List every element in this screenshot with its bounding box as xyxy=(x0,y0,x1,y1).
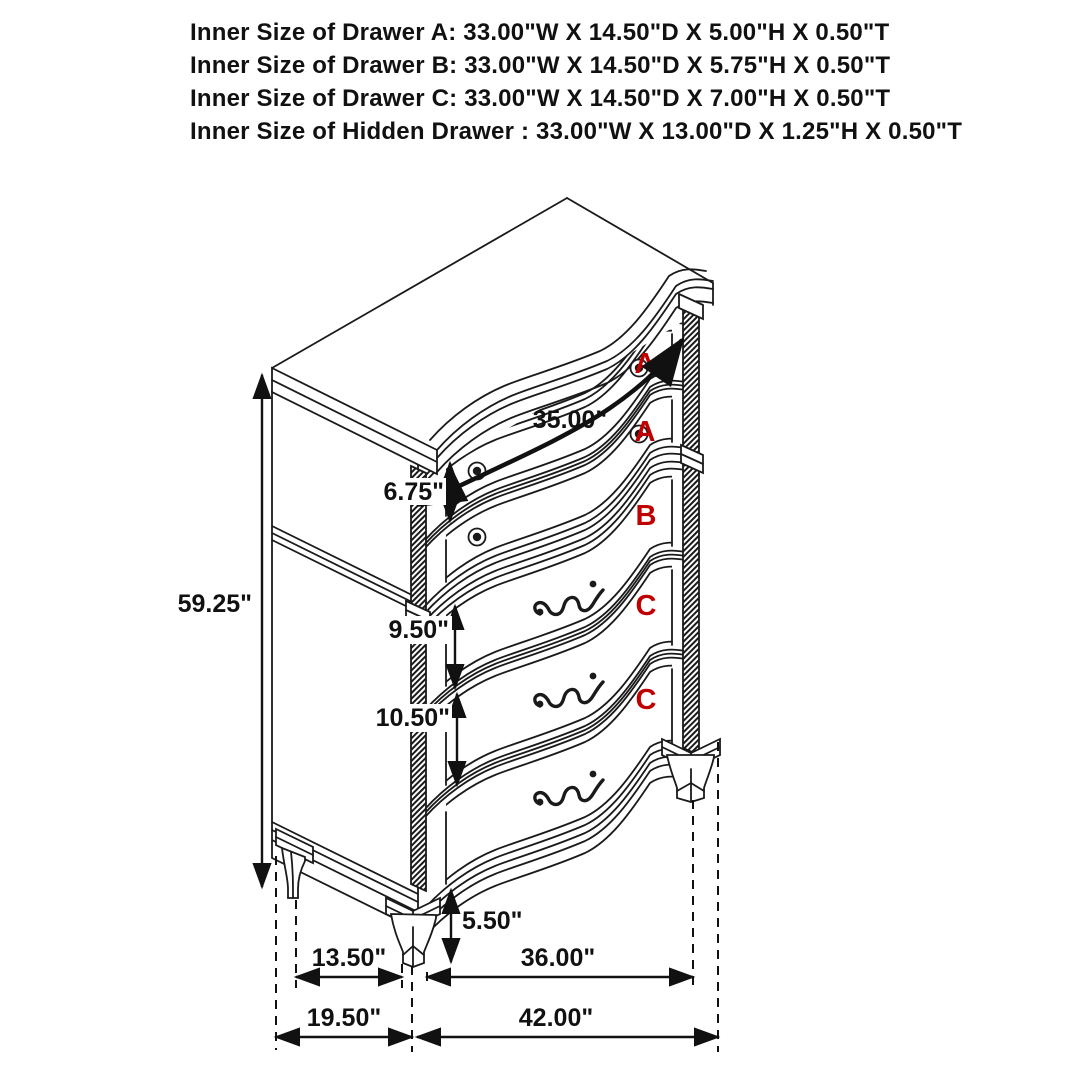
dim-overall-depth-label: 19.50" xyxy=(306,1004,382,1032)
dim-drawer-b-label: 9.50" xyxy=(388,616,449,644)
spec-line-hidden-drawer: Inner Size of Hidden Drawer : 33.00"W X 13.00"D X 1.25"H X 0.50"T xyxy=(190,118,963,145)
dim-width-legs-label: 36.00" xyxy=(520,944,596,972)
knob xyxy=(469,529,486,546)
dim-depth-legs-label: 13.50" xyxy=(311,944,387,972)
dim-drawer-c-label: 10.50" xyxy=(375,704,450,732)
drawer-letter-b: B xyxy=(635,500,657,532)
spec-line-drawer-a: Inner Size of Drawer A: 33.00"W X 14.50"D X 5.00"H X 0.50"T xyxy=(190,19,890,46)
dim-top-width-label: 35.00" xyxy=(532,406,608,434)
spec-line-drawer-c: Inner Size of Drawer C: 33.00"W X 14.50"D X 7.00"H X 0.50"T xyxy=(190,85,891,112)
dim-overall-width-label: 42.00" xyxy=(518,1004,594,1032)
dim-overall-height-label: 59.25" xyxy=(177,590,252,618)
right-stile xyxy=(683,302,699,755)
spec-line-drawer-b: Inner Size of Drawer B: 33.00"W X 14.50"D X 5.75"H X 0.50"T xyxy=(190,52,891,79)
drawer-letter-a1: A xyxy=(634,348,656,380)
dim-leg-height-label: 5.50" xyxy=(462,907,523,935)
drawer-letter-a2: A xyxy=(634,416,656,448)
drawer-letter-c1: C xyxy=(635,590,657,622)
drawer-spec-header xyxy=(190,16,962,148)
dim-drawer-a-label: 6.75" xyxy=(383,478,444,506)
left-stile xyxy=(411,466,426,891)
chest-drawing xyxy=(272,198,720,967)
drawer-letter-c2: C xyxy=(635,684,657,716)
